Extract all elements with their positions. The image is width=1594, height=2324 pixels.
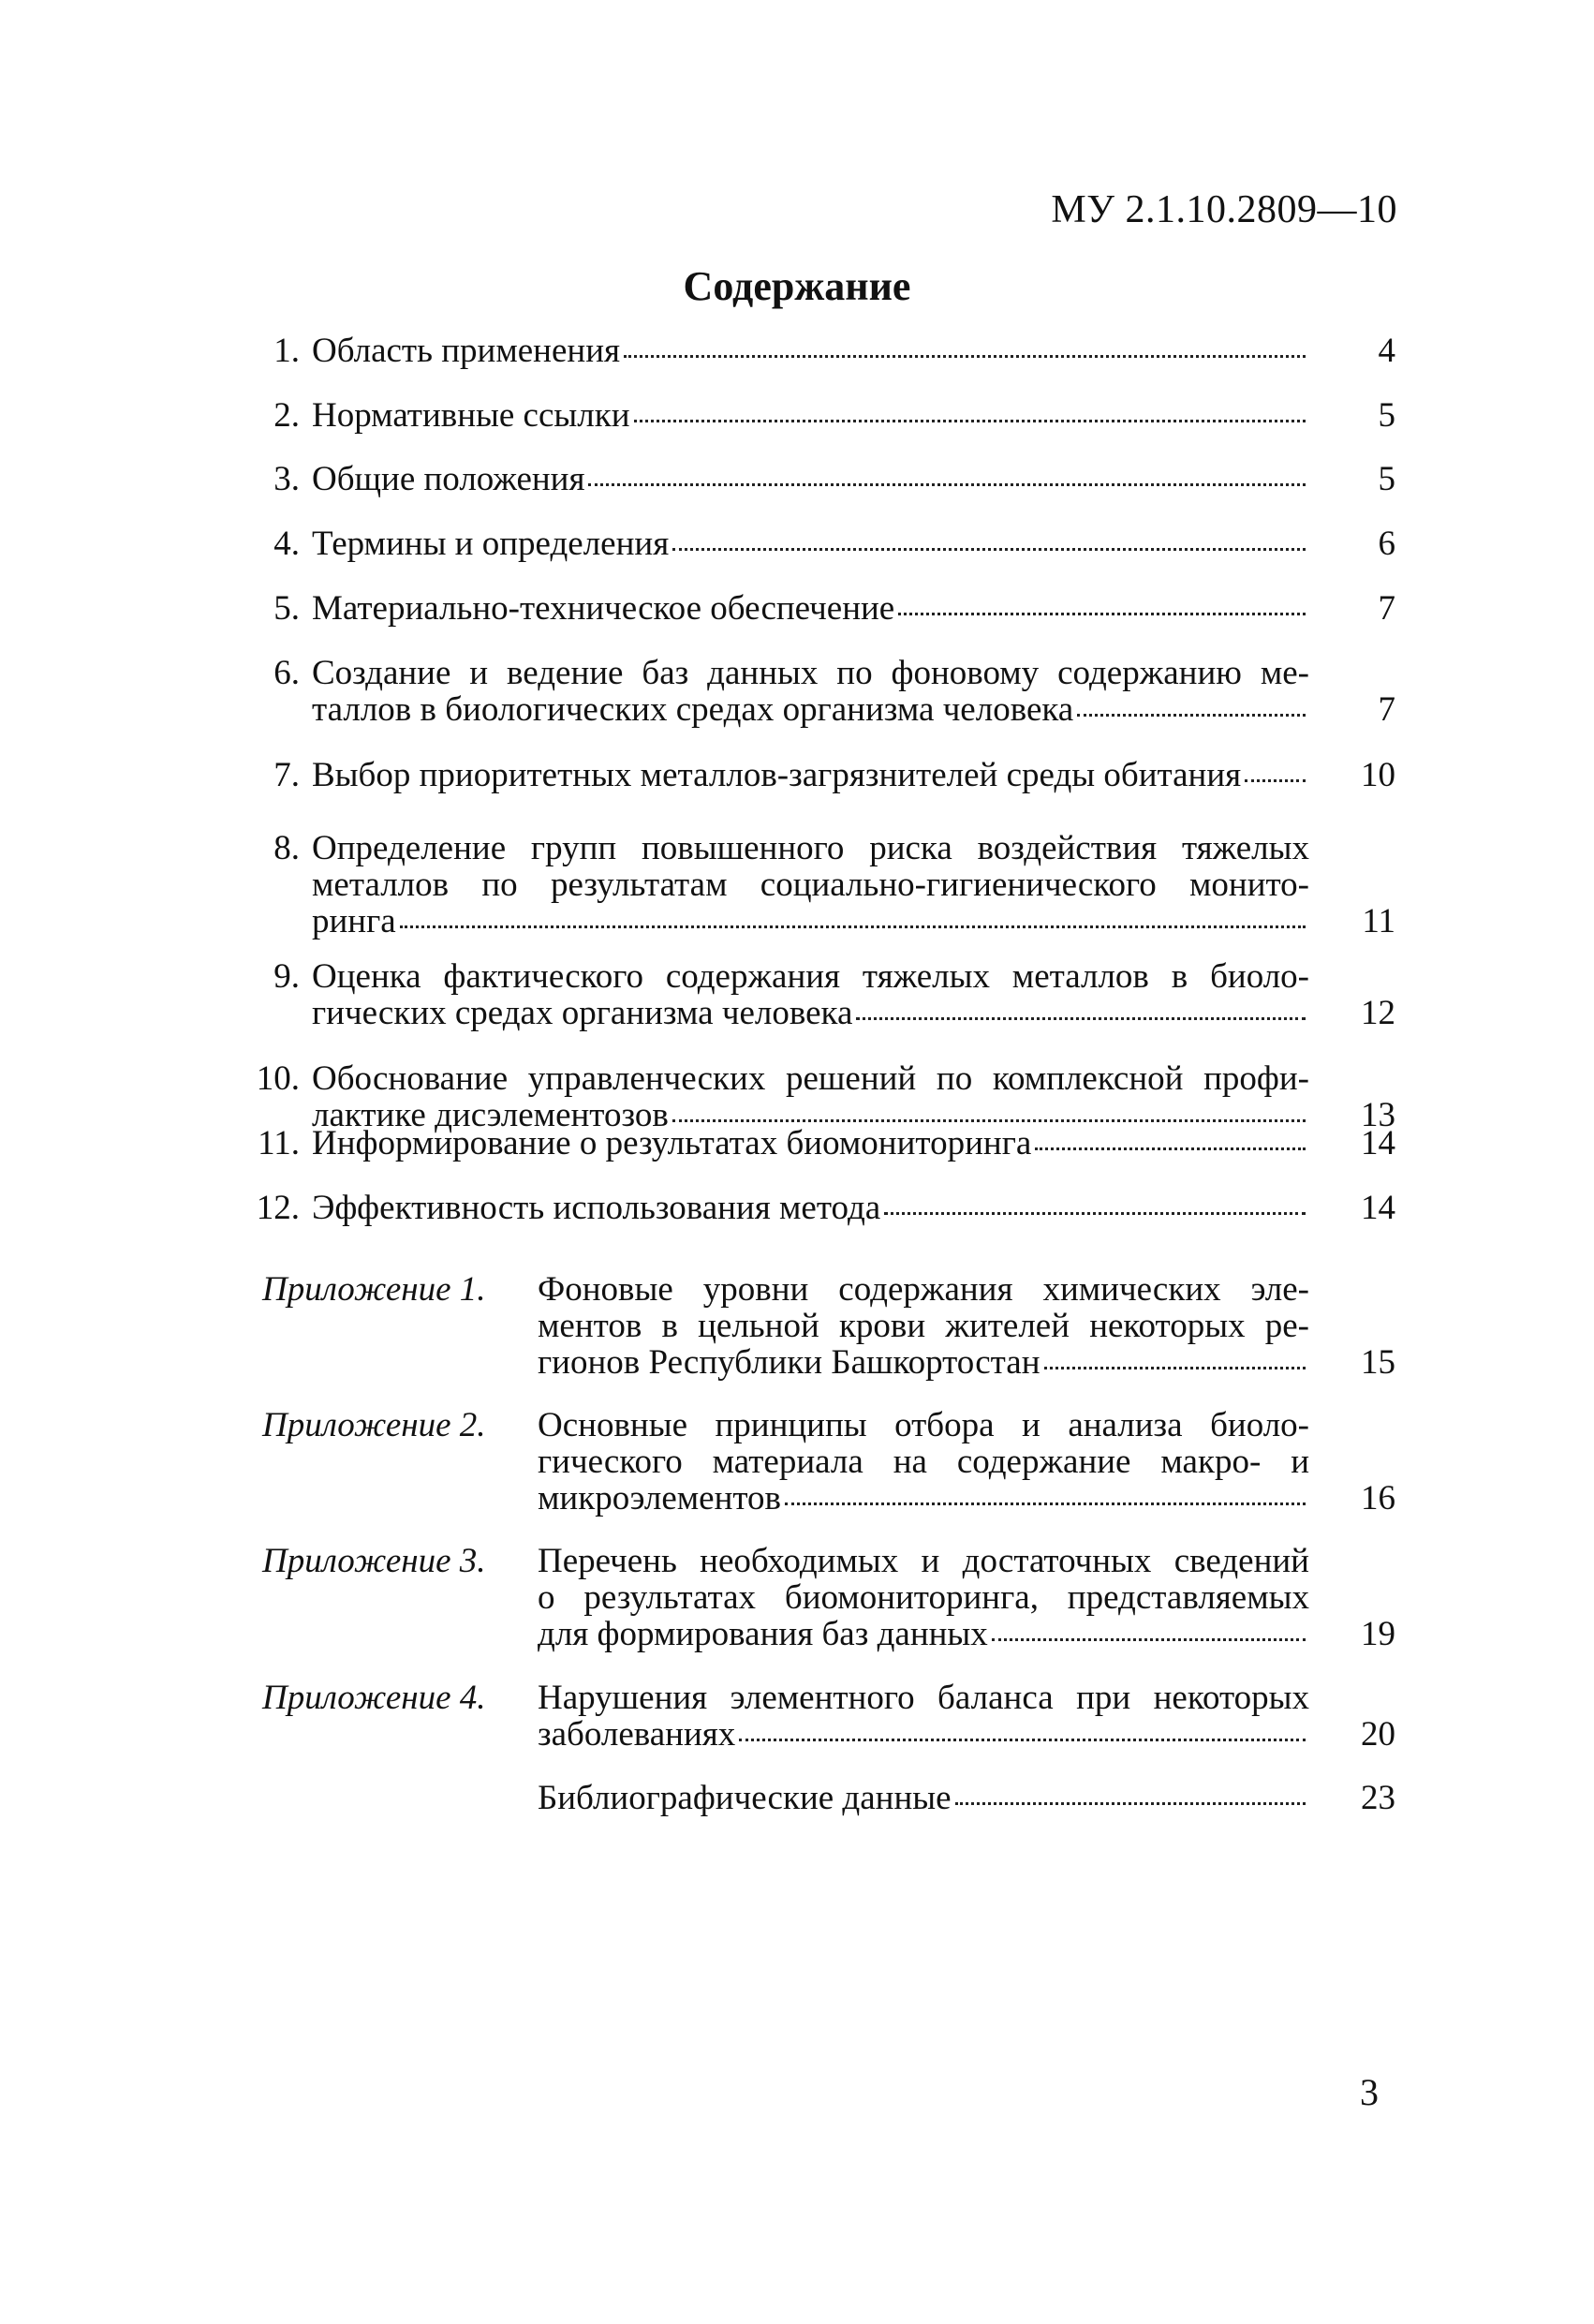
toc-entry-number: 4. — [273, 525, 300, 563]
toc-entry-leader-line — [312, 397, 1309, 434]
toc-entry-text: Библиографические данные — [538, 1779, 952, 1817]
toc-entry-leader-line — [538, 1480, 1309, 1517]
toc-entry-text: Перечень необходимых и достаточных сведений — [538, 1543, 1309, 1579]
toc-entry-title — [312, 1190, 1309, 1226]
toc-entry-text: заболеваниях — [538, 1715, 736, 1754]
toc-entry-number: 10. — [256, 1059, 300, 1098]
toc-appendix-page: 23 — [1361, 1779, 1395, 1817]
toc-appendix-label: Приложение 1. — [262, 1270, 486, 1309]
dot-leader — [884, 1205, 1306, 1215]
toc-entry-text: Выбор приоритетных металлов-загрязнителей среды обитания — [312, 756, 1242, 794]
toc-entry-page: 5 — [1378, 396, 1395, 435]
toc-appendix-title — [538, 1407, 1309, 1517]
toc-entry-leader-line — [312, 525, 1309, 562]
toc-entry-page: 4 — [1378, 332, 1395, 370]
toc-entry-title — [312, 1060, 1309, 1133]
toc-entry-text: гического материала на содержание макро- и — [538, 1443, 1309, 1480]
toc-entry-text: таллов в биологических средах организма человека — [312, 690, 1074, 729]
toc-entry-text: гических средах организма человека — [312, 994, 853, 1032]
toc-entry-number: 3. — [273, 460, 300, 498]
toc-entry-number: 9. — [273, 957, 300, 996]
toc-entry-leader-line — [312, 1190, 1309, 1226]
toc-entry-leader-line — [312, 333, 1309, 369]
toc-entry-leader-line — [312, 995, 1309, 1031]
dot-leader — [898, 605, 1306, 615]
toc-entry-text: Обоснование управленческих решений по комплексной профи- — [312, 1060, 1309, 1097]
toc-entry-text: ринга — [312, 902, 396, 940]
toc-appendix-label: Приложение 4. — [262, 1679, 486, 1717]
toc-entry-text: ментов в цельной крови жителей некоторых ре- — [538, 1308, 1309, 1344]
toc-entry-leader-line — [538, 1616, 1309, 1652]
toc-entry-title — [312, 461, 1309, 497]
toc-entry-leader-line — [312, 757, 1309, 793]
toc-appendix-label: Приложение 3. — [262, 1542, 486, 1580]
toc-entry-title — [312, 1125, 1309, 1162]
dot-leader — [1035, 1140, 1306, 1150]
toc-entry-leader-line — [538, 1780, 1309, 1816]
toc-entry-leader-line — [312, 903, 1309, 940]
toc-entry-leader-line — [538, 1344, 1309, 1381]
toc-appendix-page: 16 — [1361, 1479, 1395, 1517]
toc-entry-text: Нормативные ссылки — [312, 396, 630, 435]
toc-entry-leader-line — [312, 590, 1309, 627]
toc-entry-leader-line — [538, 1716, 1309, 1753]
toc-entry-page: 12 — [1361, 994, 1395, 1032]
toc-entry-title — [312, 757, 1309, 793]
toc-entry-text: Фоновые уровни содержания химических эле- — [538, 1271, 1309, 1308]
toc-entry-page: 7 — [1378, 589, 1395, 628]
toc-appendix-page: 20 — [1361, 1715, 1395, 1754]
dot-leader — [856, 1010, 1306, 1020]
dot-leader — [1044, 1359, 1306, 1369]
dot-leader — [1245, 772, 1306, 782]
toc-entry-number: 2. — [273, 396, 300, 435]
toc-entry-number: 6. — [273, 654, 300, 692]
toc-entry-title — [312, 655, 1309, 728]
toc-entry-text: Информирование о результатах биомониторинга — [312, 1124, 1032, 1162]
toc-entry-title — [312, 397, 1309, 434]
toc-entry-page: 14 — [1361, 1189, 1395, 1227]
toc-entry-text: для формирования баз данных — [538, 1615, 988, 1653]
toc-entry-page: 5 — [1378, 460, 1395, 498]
toc-entry-number: 11. — [258, 1124, 300, 1162]
toc-entry-title — [312, 958, 1309, 1031]
page-number: 3 — [1360, 2071, 1379, 2113]
document-code: МУ 2.1.10.2809—10 — [1051, 188, 1397, 231]
dot-leader — [739, 1731, 1306, 1741]
toc-entry-page: 7 — [1378, 690, 1395, 729]
toc-entry-page: 14 — [1361, 1124, 1395, 1162]
toc-entry-page: 10 — [1361, 756, 1395, 794]
dot-leader — [1077, 706, 1306, 717]
toc-appendix-page: 19 — [1361, 1615, 1395, 1653]
dot-leader — [672, 540, 1306, 551]
dot-leader — [624, 348, 1306, 358]
toc-entry-number: 8. — [273, 829, 300, 867]
toc-entry-leader-line — [312, 691, 1309, 728]
toc-entry-title — [312, 830, 1309, 940]
toc-entry-leader-line — [312, 461, 1309, 497]
toc-entry-page: 6 — [1378, 525, 1395, 563]
dot-leader — [672, 1112, 1306, 1122]
toc-entry-number: 1. — [273, 332, 300, 370]
dot-leader — [992, 1631, 1306, 1641]
dot-leader — [588, 476, 1306, 486]
toc-entry-text: Создание и ведение баз данных по фоновому содержанию ме- — [312, 655, 1309, 691]
toc-appendix-label: Приложение 2. — [262, 1406, 486, 1444]
dot-leader — [634, 412, 1306, 422]
toc-entry-leader-line — [312, 1125, 1309, 1162]
toc-entry-text: металлов по результатам социально-гигиенического монито- — [312, 866, 1309, 903]
dot-leader — [955, 1795, 1306, 1805]
toc-entry-number: 7. — [273, 756, 300, 794]
toc-entry-title — [312, 333, 1309, 369]
toc-entry-text: лактике дисэлементозов — [312, 1096, 669, 1134]
toc-entry-text: Термины и определения — [312, 525, 670, 563]
toc-entry-text: Область применения — [312, 332, 621, 370]
toc-entry-title — [312, 525, 1309, 562]
toc-entry-page: 11 — [1362, 902, 1395, 940]
toc-entry-text: Эффективность использования метода — [312, 1189, 881, 1227]
dot-leader — [785, 1495, 1306, 1505]
toc-entry-text: Оценка фактического содержания тяжелых металлов в биоло- — [312, 958, 1309, 995]
toc-entry-number: 5. — [273, 589, 300, 628]
toc-entry-text: Основные принципы отбора и анализа биоло- — [538, 1407, 1309, 1443]
toc-entry-text: Общие положения — [312, 460, 585, 498]
toc-appendix-title — [538, 1271, 1309, 1381]
toc-entry-text: микроэлементов — [538, 1479, 782, 1517]
toc-entry-number: 12. — [256, 1189, 300, 1227]
toc-appendix-page: 15 — [1361, 1343, 1395, 1382]
toc-appendix-title — [538, 1780, 1309, 1816]
toc-entry-text: о результатах биомониторинга, представляемых — [538, 1579, 1309, 1616]
toc-appendix-title — [538, 1680, 1309, 1753]
toc-appendix-title — [538, 1543, 1309, 1652]
toc-entry-title — [312, 590, 1309, 627]
toc-entry-page: 13 — [1361, 1096, 1395, 1134]
toc-entry-text: гионов Республики Башкортостан — [538, 1343, 1041, 1382]
toc-entry-text: Нарушения элементного баланса при некоторых — [538, 1680, 1309, 1716]
toc-title: Содержание — [683, 263, 911, 309]
toc-entry-text: Определение групп повышенного риска воздействия тяжелых — [312, 830, 1309, 866]
toc-entry-text: Материально-техническое обеспечение — [312, 589, 895, 628]
dot-leader — [400, 918, 1306, 928]
